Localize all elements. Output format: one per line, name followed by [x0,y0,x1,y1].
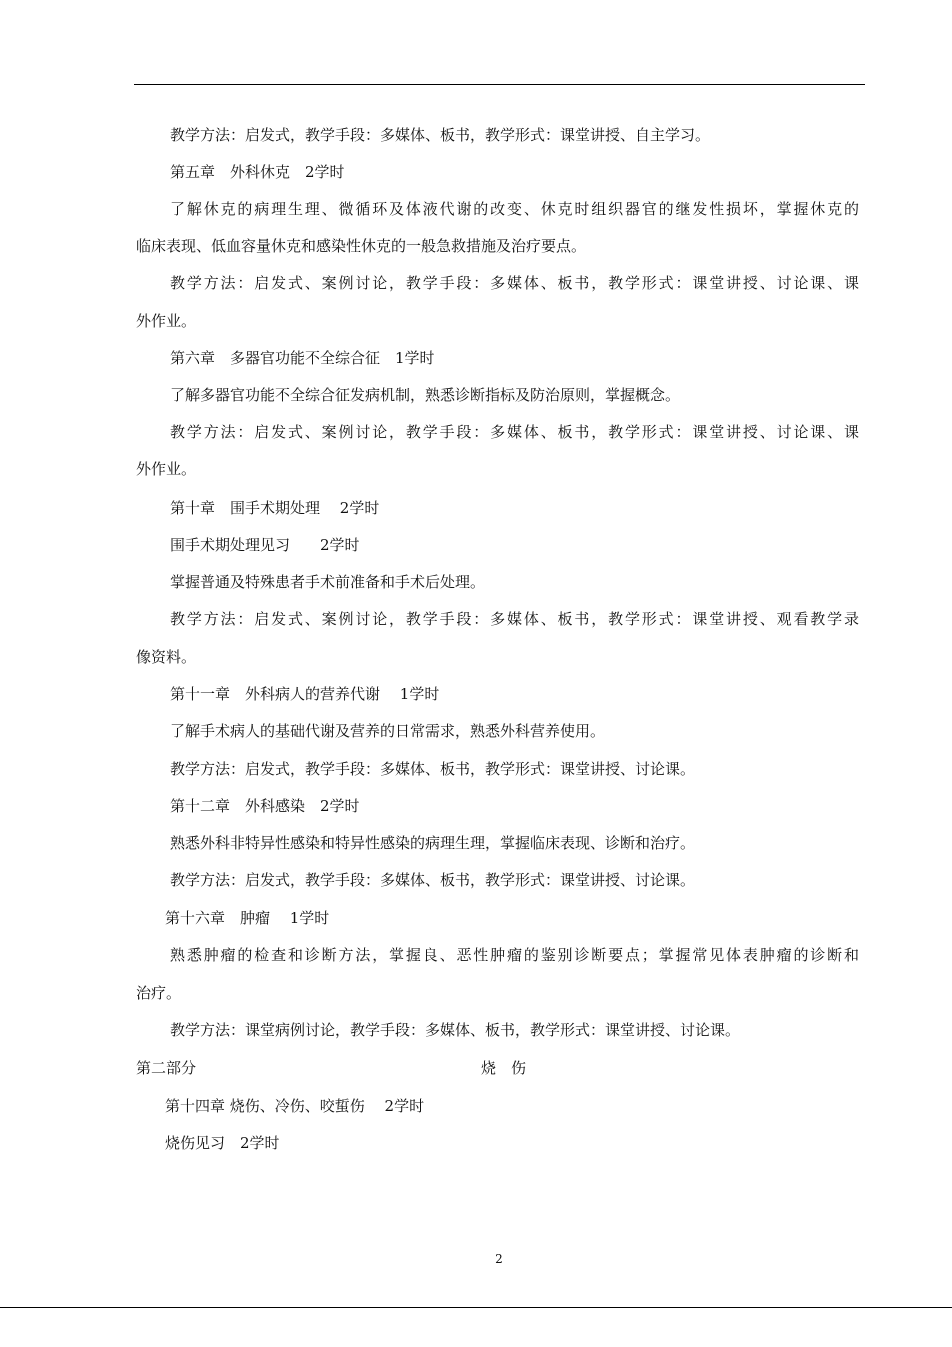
page-number: 2 [495,1252,503,1266]
chapter-5-content-line-2: 临床表现、低血容量休克和感染性休克的一般急救措施及治疗要点。 [136,237,587,255]
chapter-10-heading: 第十章 围手术期处理 2学时 [170,499,380,517]
burn-practice-line: 烧伤见习 2学时 [165,1134,280,1152]
footer-rule [0,1307,952,1308]
chapter-5-heading: 第五章 外科休克 2学时 [170,163,345,181]
teaching-method-line-2a: 教学方法：启发式、案例讨论，教学手段：多媒体、板书，教学形式：课堂讲授、讨论课、课 [170,274,859,292]
chapter-12-heading: 第十二章 外科感染 2学时 [170,797,360,815]
teaching-method-line-4a: 教学方法：启发式、案例讨论，教学手段：多媒体、板书，教学形式：课堂讲授、观看教学录 [170,610,859,628]
chapter-5-content-line-1: 了解休克的病理生理、微循环及体液代谢的改变、休克时组织器官的继发性损坏，掌握休克的 [170,200,859,218]
chapter-12-content: 熟悉外科非特异性感染和特异性感染的病理生理，掌握临床表现、诊断和治疗。 [170,834,696,852]
chapter-6-content: 了解多器官功能不全综合征发病机制，熟悉诊断指标及防治原则，掌握概念。 [170,386,681,404]
chapter-16-content-line-2: 治疗。 [136,984,182,1002]
chapter-10-practice: 围手术期处理见习 2学时 [170,536,360,554]
teaching-method-line-5: 教学方法：启发式，教学手段：多媒体、板书，教学形式：课堂讲授、讨论课。 [170,760,696,778]
teaching-method-line-6: 教学方法：启发式，教学手段：多媒体、板书，教学形式：课堂讲授、讨论课。 [170,871,696,889]
teaching-method-line-4b: 像资料。 [136,648,197,666]
chapter-14-heading: 第十四章 烧伤、冷伤、咬蜇伤 2学时 [165,1097,425,1115]
teaching-method-line-1: 教学方法：启发式，教学手段：多媒体、板书，教学形式：课堂讲授、自主学习。 [170,126,711,144]
chapter-16-content-line-1: 熟悉肿瘤的检查和诊断方法，掌握良、恶性肿瘤的鉴别诊断要点；掌握常见体表肿瘤的诊断和 [170,946,859,964]
part-two-title: 烧 伤 [481,1059,527,1077]
chapter-11-content: 了解手术病人的基础代谢及营养的日常需求，熟悉外科营养使用。 [170,722,606,740]
header-rule [134,84,865,85]
teaching-method-line-7: 教学方法：课堂病例讨论，教学手段：多媒体、板书，教学形式：课堂讲授、讨论课。 [170,1021,741,1039]
chapter-16-heading: 第十六章 肿瘤 1学时 [165,909,330,927]
teaching-method-line-2b: 外作业。 [136,312,197,330]
teaching-method-line-3a: 教学方法：启发式、案例讨论，教学手段：多媒体、板书，教学形式：课堂讲授、讨论课、课 [170,423,859,441]
part-two-label: 第二部分 [136,1059,197,1077]
chapter-6-heading: 第六章 多器官功能不全综合征 1学时 [170,349,435,367]
chapter-11-heading: 第十一章 外科病人的营养代谢 1学时 [170,685,440,703]
teaching-method-line-3b: 外作业。 [136,460,197,478]
chapter-10-content: 掌握普通及特殊患者手术前准备和手术后处理。 [170,573,486,591]
